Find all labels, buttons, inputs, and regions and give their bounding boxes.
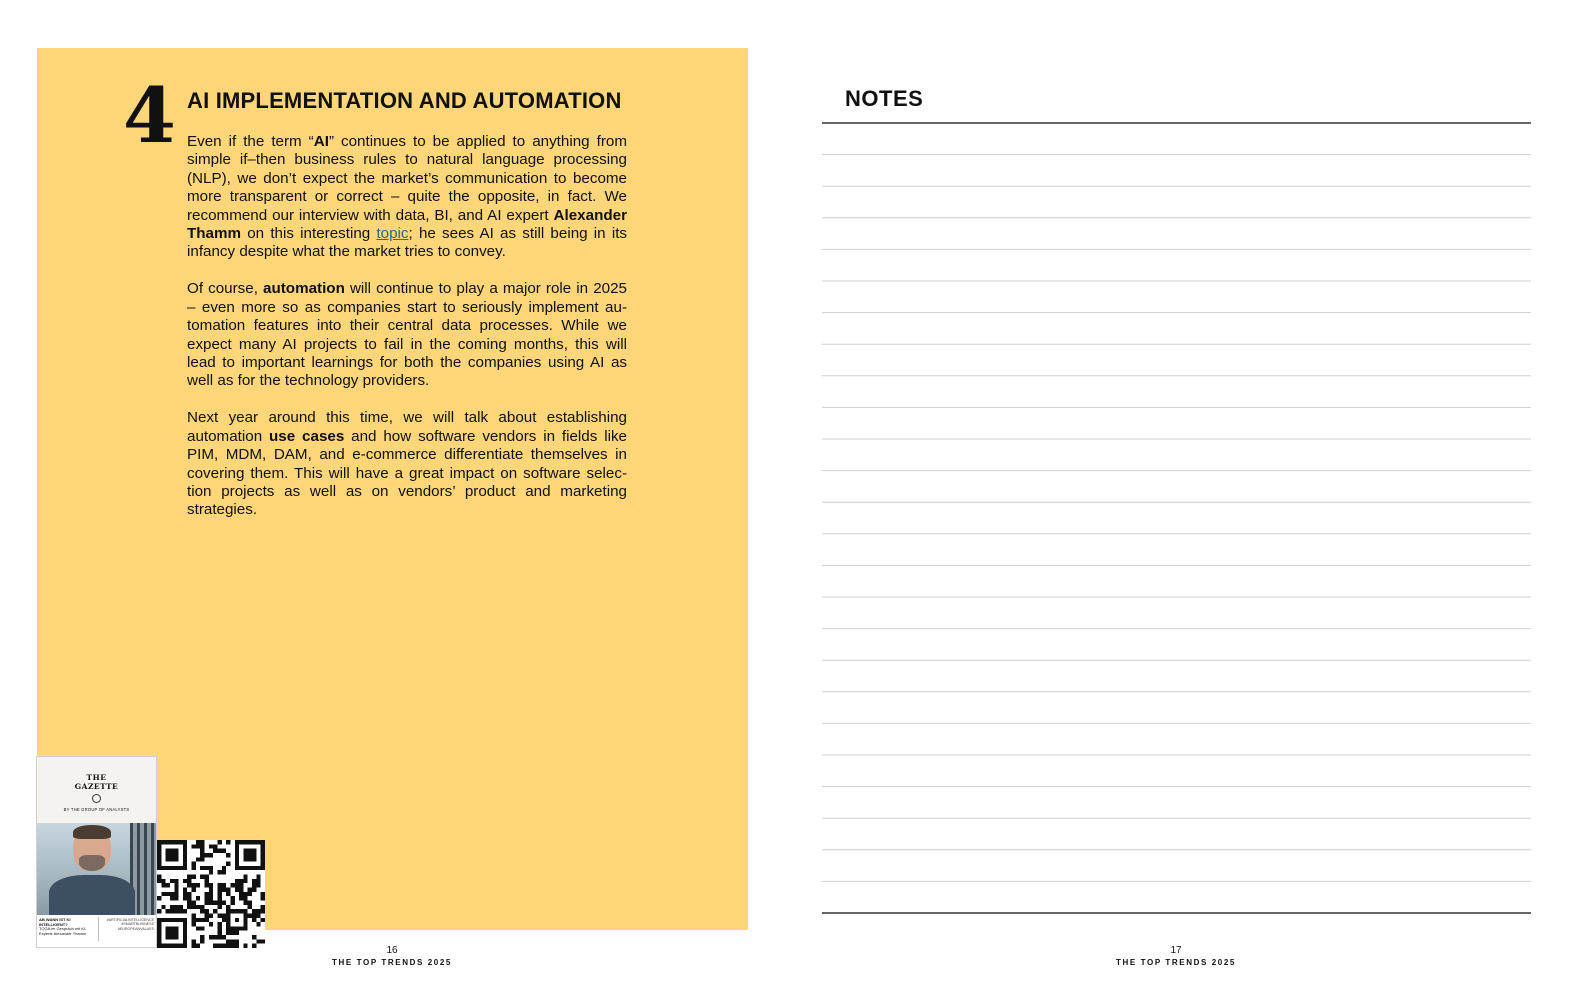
portrait-shirt	[49, 875, 135, 915]
portrait-beard	[79, 855, 105, 871]
page-number-left: 16	[386, 945, 398, 956]
gazette-masthead	[37, 757, 156, 823]
notes-title: NOTES	[845, 86, 924, 111]
footer-label-left: THE TOP TRENDS 2025	[332, 958, 452, 967]
gazette-footer	[37, 915, 156, 947]
section-number: 4	[123, 71, 176, 160]
portrait-hair	[73, 825, 111, 839]
expert-name: Alexander Thamm	[187, 206, 627, 243]
left-page-footer	[292, 945, 492, 969]
gazette-interview-thumbnail[interactable]	[36, 756, 157, 948]
topic-link[interactable]: topic	[376, 225, 409, 243]
footer-label-right: THE TOP TRENDS 2025	[1116, 958, 1236, 967]
gazette-title: THE GAZETTE	[74, 773, 119, 791]
emphasis-automation: automation	[263, 280, 345, 298]
emphasis-ai: AI	[313, 133, 329, 150]
paragraph-automation: Of course, automation will continue to play a major role in 2025 – even more so as companies start to seriously implement automation features into their central data processes. While we expect many AI projects to fail in the coming months, this will lead to important learnings for both the companies using AI as well as for the technology providers.	[187, 280, 628, 390]
qr-code-icon[interactable]	[157, 840, 265, 948]
article-body	[187, 133, 627, 538]
emphasis-use-cases: use cases	[269, 427, 345, 445]
right-page-footer	[1076, 945, 1276, 969]
paragraph-use-cases: Next year around this time, we will talk about establishing automation use cases and how software vendors in fields like PIM, MDM, DAM, and e-commerce differentiate themselves in covering them. This will have a great impact on software selection projects as well as on vendors’ product and marketing strategies.	[187, 409, 627, 519]
gazette-emblem-icon	[92, 794, 101, 803]
section-title: AI IMPLEMENTATION AND AUTOMATION	[187, 88, 622, 113]
gazette-divider	[98, 917, 99, 941]
gazette-headline: AB WANN IST KI INTELLIGENT?	[39, 917, 71, 927]
gazette-byline: BY THE GROUP OF ANALYSTS	[63, 807, 130, 812]
page-number-right: 17	[1170, 945, 1182, 956]
paragraph-ai-term: Even if the term “AI” continues to be applied to anything from simple if–then business rules to natural language processing (NLP), we don’t expect the market’s communication to become more transparent or correct – quite the opposite, in fact. We recommend our interview with data, BI, and AI expert Alexander Thamm on this interesting topic; he sees AI as still being in its infancy despite what the market tries to convey.	[187, 133, 628, 261]
gazette-hashtags: #ARTIFICIALINTELLIGENCE #SMARTBUSINESS #EUROPEANVALUES	[106, 918, 154, 931]
notes-ruled-area[interactable]	[822, 122, 1531, 916]
portrait-photo	[37, 823, 156, 915]
gazette-subline: TOGA im Gespräch mit KI-Experte Alexander Thamm	[39, 926, 87, 936]
